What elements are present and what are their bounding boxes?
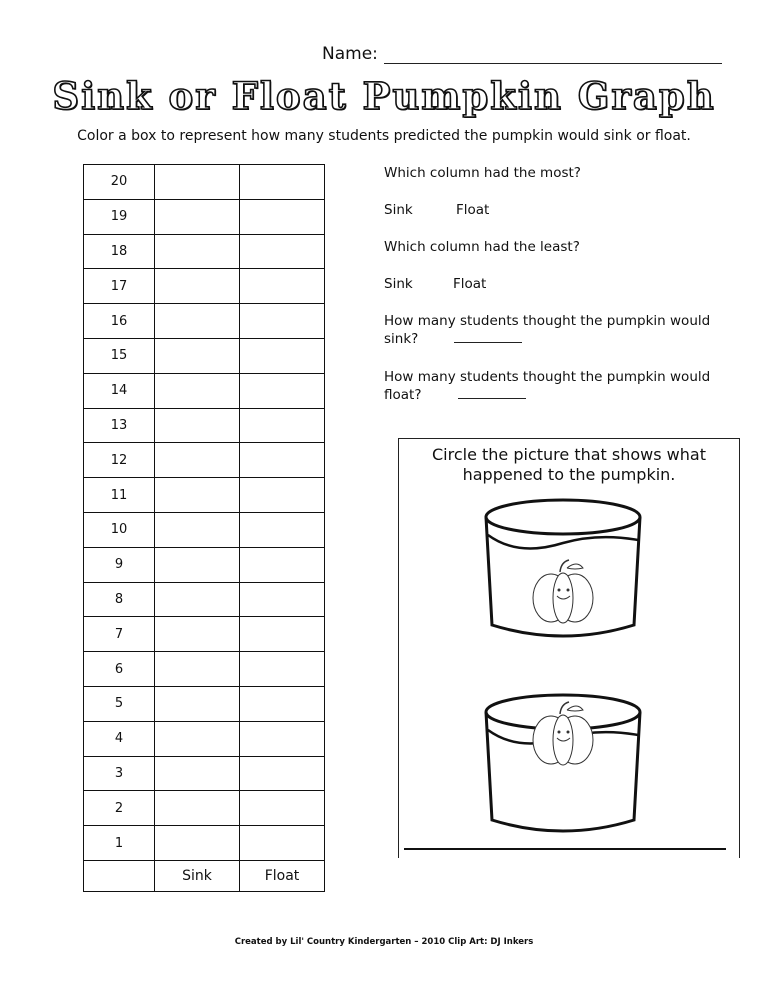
- graph-cell-float[interactable]: [240, 582, 325, 617]
- graph-cell-sink[interactable]: [155, 756, 240, 791]
- graph-cell-sink[interactable]: [155, 165, 240, 200]
- question-line: How many students thought the pumpkin would: [384, 369, 711, 385]
- graph-row: [84, 721, 325, 756]
- graph-cell-float[interactable]: [240, 373, 325, 408]
- picture-box-title-line: Circle the picture that shows what: [432, 445, 706, 464]
- answer-blank-sink[interactable]: [454, 330, 522, 343]
- graph-row: [84, 373, 325, 408]
- graph-row: [84, 512, 325, 547]
- option-sink[interactable]: Sink: [384, 202, 413, 218]
- row-number: 20: [84, 165, 155, 200]
- row-number: 17: [84, 269, 155, 304]
- answer-blank-float[interactable]: [458, 386, 526, 399]
- graph-row: [84, 338, 325, 373]
- question-line: float?: [384, 387, 422, 403]
- graph-row: [84, 686, 325, 721]
- row-number: 11: [84, 478, 155, 513]
- row-number: 5: [84, 686, 155, 721]
- picture-box-bottom-line: [404, 848, 726, 850]
- graph-cell-sink[interactable]: [155, 547, 240, 582]
- graph-row: [84, 582, 325, 617]
- graph-cell-float[interactable]: [240, 408, 325, 443]
- bucket-float-picture[interactable]: [478, 690, 648, 840]
- graph-cell-float[interactable]: [240, 478, 325, 513]
- row-number: 1: [84, 826, 155, 861]
- graph-cell-float[interactable]: [240, 617, 325, 652]
- instructions: Color a box to represent how many students predicted the pumpkin would sink or float.: [77, 128, 691, 144]
- graph-row: [84, 165, 325, 200]
- column-label: Sink: [155, 860, 240, 891]
- name-row: [322, 44, 722, 64]
- graph-cell-float[interactable]: [240, 826, 325, 861]
- graph-cell-sink[interactable]: [155, 791, 240, 826]
- graph-row: [84, 269, 325, 304]
- picture-box-title: [399, 445, 739, 485]
- row-number: 3: [84, 756, 155, 791]
- bucket-sink-picture[interactable]: [478, 495, 648, 645]
- row-number: 10: [84, 512, 155, 547]
- graph-cell-float[interactable]: [240, 791, 325, 826]
- graph-cell-float[interactable]: [240, 304, 325, 339]
- question-least: Which column had the least?: [384, 239, 580, 255]
- name-input-line[interactable]: [384, 47, 722, 64]
- question-line: sink?: [384, 331, 419, 347]
- graph-row: [84, 478, 325, 513]
- graph-cell-sink[interactable]: [155, 617, 240, 652]
- graph-row: [84, 617, 325, 652]
- graph-cell-sink[interactable]: [155, 304, 240, 339]
- graph-cell-float[interactable]: [240, 512, 325, 547]
- column-label: Float: [240, 860, 325, 891]
- question-most-options: [384, 202, 489, 219]
- option-sink[interactable]: Sink: [384, 276, 413, 292]
- row-number: 14: [84, 373, 155, 408]
- graph-row: [84, 408, 325, 443]
- row-number: 8: [84, 582, 155, 617]
- graph-cell-float[interactable]: [240, 234, 325, 269]
- question-float-count: [384, 369, 710, 404]
- graph-cell-float[interactable]: [240, 652, 325, 687]
- question-least-options: [384, 276, 486, 293]
- graph-row: [84, 826, 325, 861]
- graph-row: [84, 443, 325, 478]
- row-number: 7: [84, 617, 155, 652]
- graph-row: [84, 791, 325, 826]
- graph-cell-sink[interactable]: [155, 269, 240, 304]
- graph-cell-float[interactable]: [240, 443, 325, 478]
- graph-cell-sink[interactable]: [155, 721, 240, 756]
- graph-cell-float[interactable]: [240, 338, 325, 373]
- graph-cell-float[interactable]: [240, 165, 325, 200]
- row-number: 2: [84, 791, 155, 826]
- page-title: Sink or Float Pumpkin Graph: [52, 74, 716, 118]
- graph-row: [84, 234, 325, 269]
- graph-cell-float[interactable]: [240, 721, 325, 756]
- graph-cell-sink[interactable]: [155, 199, 240, 234]
- graph-cell-float[interactable]: [240, 756, 325, 791]
- graph-table: [83, 164, 325, 892]
- picture-box-title-line: happened to the pumpkin.: [462, 465, 676, 484]
- graph-row: [84, 652, 325, 687]
- graph-cell-sink[interactable]: [155, 652, 240, 687]
- graph-cell-sink[interactable]: [155, 373, 240, 408]
- question-line: How many students thought the pumpkin would: [384, 313, 711, 329]
- option-float[interactable]: Float: [453, 276, 487, 292]
- graph-cell-sink[interactable]: [155, 512, 240, 547]
- graph-cell-sink[interactable]: [155, 443, 240, 478]
- row-number: 13: [84, 408, 155, 443]
- row-number: 18: [84, 234, 155, 269]
- row-number: 6: [84, 652, 155, 687]
- graph-cell-sink[interactable]: [155, 686, 240, 721]
- row-number: 12: [84, 443, 155, 478]
- graph-row: [84, 199, 325, 234]
- footer-credits: Created by Lil' Country Kindergarten – 2010 Clip Art: DJ Inkers: [234, 937, 534, 947]
- graph-cell-sink[interactable]: [155, 338, 240, 373]
- graph-cell-sink[interactable]: [155, 478, 240, 513]
- graph-cell-float[interactable]: [240, 547, 325, 582]
- graph-cell-float[interactable]: [240, 269, 325, 304]
- graph-row: [84, 756, 325, 791]
- graph-cell-float[interactable]: [240, 686, 325, 721]
- row-number: 9: [84, 547, 155, 582]
- row-number: 4: [84, 721, 155, 756]
- row-number: 15: [84, 338, 155, 373]
- row-number: 16: [84, 304, 155, 339]
- row-number: 19: [84, 199, 155, 234]
- graph-corner-cell: [84, 860, 155, 891]
- question-most: Which column had the most?: [384, 165, 581, 181]
- graph-cell-sink[interactable]: [155, 408, 240, 443]
- graph-cell-float[interactable]: [240, 199, 325, 234]
- name-label: Name:: [322, 44, 378, 64]
- graph-cell-sink[interactable]: [155, 234, 240, 269]
- option-float[interactable]: Float: [456, 202, 490, 218]
- graph-cell-sink[interactable]: [155, 826, 240, 861]
- graph-label-row: [84, 860, 325, 891]
- graph-row: [84, 547, 325, 582]
- graph-row: [84, 304, 325, 339]
- graph-cell-sink[interactable]: [155, 582, 240, 617]
- question-sink-count: [384, 313, 710, 348]
